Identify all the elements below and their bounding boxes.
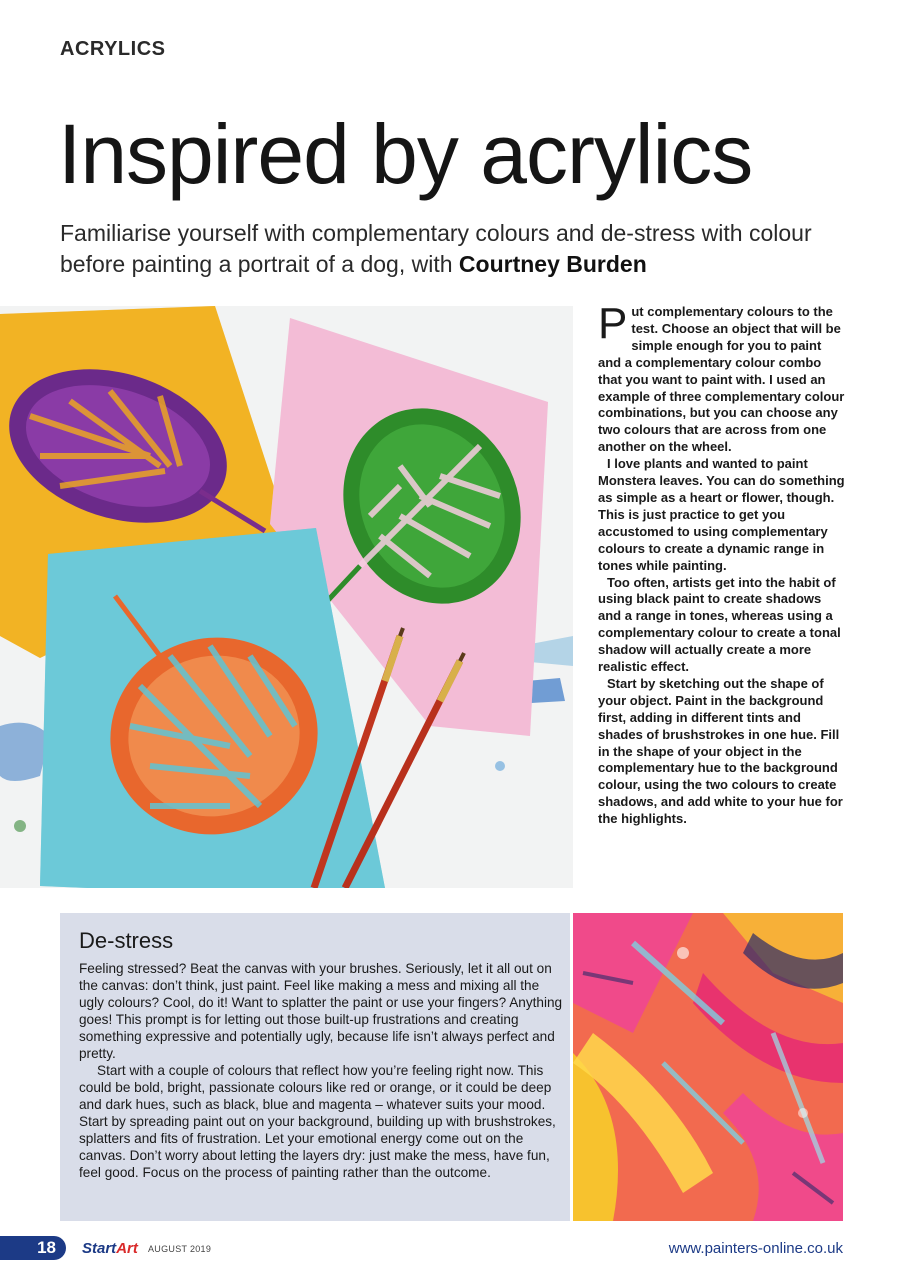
article-paragraph: Too often, artists get into the habit of using black paint to create shadows and a range in tones, whereas using a complementary colour to create a tonal shadow will actually create a more realistic effect. <box>598 574 841 675</box>
destress-body <box>79 960 565 1181</box>
destress-paragraph: Start with a couple of colours that reflect how you’re feeling right now. This could be bold, bright, passionate colours like red or orange, or it could be deep and dark hues, such as black, blue and magenta – whatever suits your mood. Start by spreading paint out on your background, building up with brushstrokes, splatters and fits of frustration. Let your emotional energy come out on the canvas. Don’t worry about letting the layers dry: just make the mess, have fun, feel good. Focus on the process of painting rather than the outcome. <box>79 1063 556 1180</box>
author-name: Courtney Burden <box>458 251 647 277</box>
article-body <box>598 299 846 828</box>
destress-paragraph: Feeling stressed? Beat the canvas with your brushes. Seriously, let it all out on the canvas: don’t think, just paint. Feel like making a mess and mixing all the ugly colours? Cool, do it! Want to splatter the paint or use your fingers? Anything goes! This prompt is for letting out those built-up frustrations and creating something expressive and potentially ugly, because life isn’t always perfect and pretty. <box>79 961 563 1061</box>
section-label: ACRYLICS <box>60 38 166 60</box>
abstract-painting-image <box>573 913 843 1221</box>
article-paragraph-text: ut complementary colours to the test. Choose an object that will be simple enough for you to paint and a complementary colour combo that you want to paint with. I used an example of three complementary colour combinations, but you can choose any two colours that are across from one another on the wheel. <box>598 304 845 455</box>
destress-heading: De-stress <box>79 928 174 953</box>
hero-image-monstera-paintings <box>0 306 573 888</box>
brand-start: Start <box>82 1240 117 1257</box>
brand-art: Art <box>116 1240 138 1257</box>
magazine-brand <box>82 1240 138 1257</box>
abstract-illustration <box>573 913 843 1221</box>
drop-cap: P <box>598 299 628 348</box>
article-paragraph: I love plants and wanted to paint Monstera leaves. You can do something as simple as a heart or flower, though. This is just practice to get you accustomed to using complementary colours to create a dynamic range in tones while painting. <box>598 456 845 573</box>
website-url[interactable]: www.painters-online.co.uk <box>668 1240 843 1257</box>
standfirst <box>60 218 850 280</box>
standfirst-text: Familiarise yourself with complementary colours and de-stress with colour before painting a portrait of a dog, with <box>60 220 812 277</box>
article-paragraph <box>598 299 846 456</box>
article-paragraph: Start by sketching out the shape of your object. Paint in the background first, adding in different tints and shades of brushstrokes in one hue. Fill in the shape of your object in the complementary hue to the background colour, using the two colours to create shadows, and add white to your hue for the highlights. <box>598 675 843 827</box>
issue-date: AUGUST 2019 <box>148 1244 212 1254</box>
hero-illustration <box>0 306 573 888</box>
page-number: 18 <box>0 1236 66 1260</box>
page-title: Inspired by acrylics <box>58 107 753 201</box>
